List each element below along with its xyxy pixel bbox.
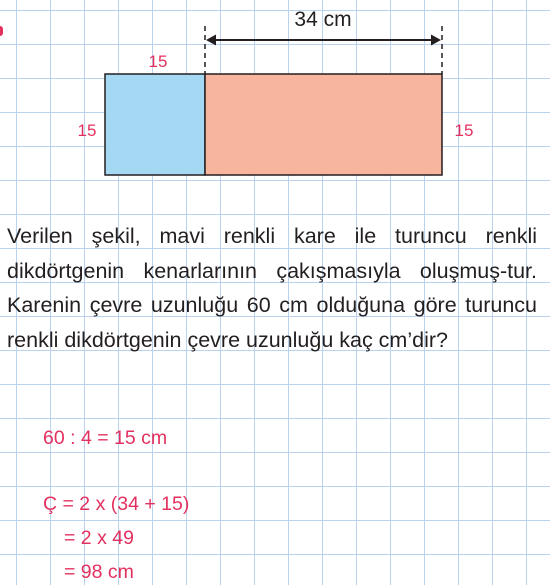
- solution-line-4: = 98 cm: [64, 561, 134, 583]
- orange-rectangle: [205, 74, 442, 175]
- right-arrowhead-icon: [431, 35, 441, 46]
- rectangle-right-label: 15: [454, 121, 474, 140]
- question-text: Verilen şekil, mavi renkli kare ile turuncu renkli dikdörtgenin kenarlarının çakışmasıyla oluşmuş-tur. Karenin çevre uzunluğu 60 cm olduğuna göre turuncu renkli dikdörtgenin çevre uzunluğu kaç cm’dir?: [7, 224, 537, 352]
- solution-line-3: = 2 x 49: [64, 527, 134, 549]
- square-left-label: 15: [77, 121, 97, 140]
- left-arrowhead-icon: [206, 35, 216, 46]
- square-top-label: 15: [148, 52, 168, 71]
- solution-line-2: Ç = 2 x (34 + 15): [43, 493, 190, 515]
- solution-line-1: 60 : 4 = 15 cm: [43, 427, 168, 449]
- top-length-label: 34 cm: [294, 8, 352, 31]
- shape-figure: [0, 0, 550, 200]
- blue-square: [105, 74, 205, 175]
